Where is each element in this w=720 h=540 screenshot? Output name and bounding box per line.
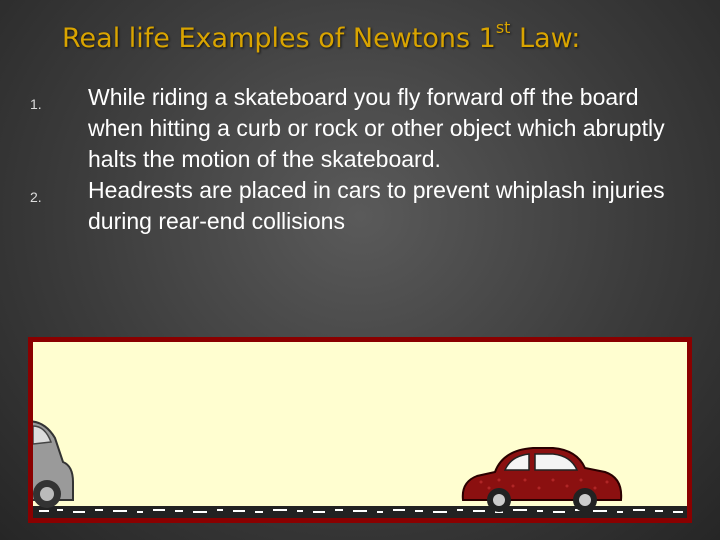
car-scene [33,342,687,518]
grey-car-icon [33,421,73,508]
bullet-number-2: 2. [30,189,42,205]
bullet-number-1: 1. [30,96,42,112]
bullet-item-1 [30,82,690,175]
title-superscript: st [495,18,511,37]
red-car-icon [463,448,621,512]
title-main: Real life Examples of Newtons 1 [62,23,496,54]
bullet-text-1: While riding a skateboard you fly forward off the board when hitting a curb or rock or other object which abruptly halts the motion of the skateboard. [88,84,665,172]
bullet-item-2 [30,175,690,237]
slide-title [62,18,702,66]
title-end: Law: [510,23,581,54]
bullet-text-2: Headrests are placed in cars to prevent whiplash injuries during rear-end collisions [88,177,665,234]
car-illustration [28,337,692,523]
bullet-list [30,82,690,237]
